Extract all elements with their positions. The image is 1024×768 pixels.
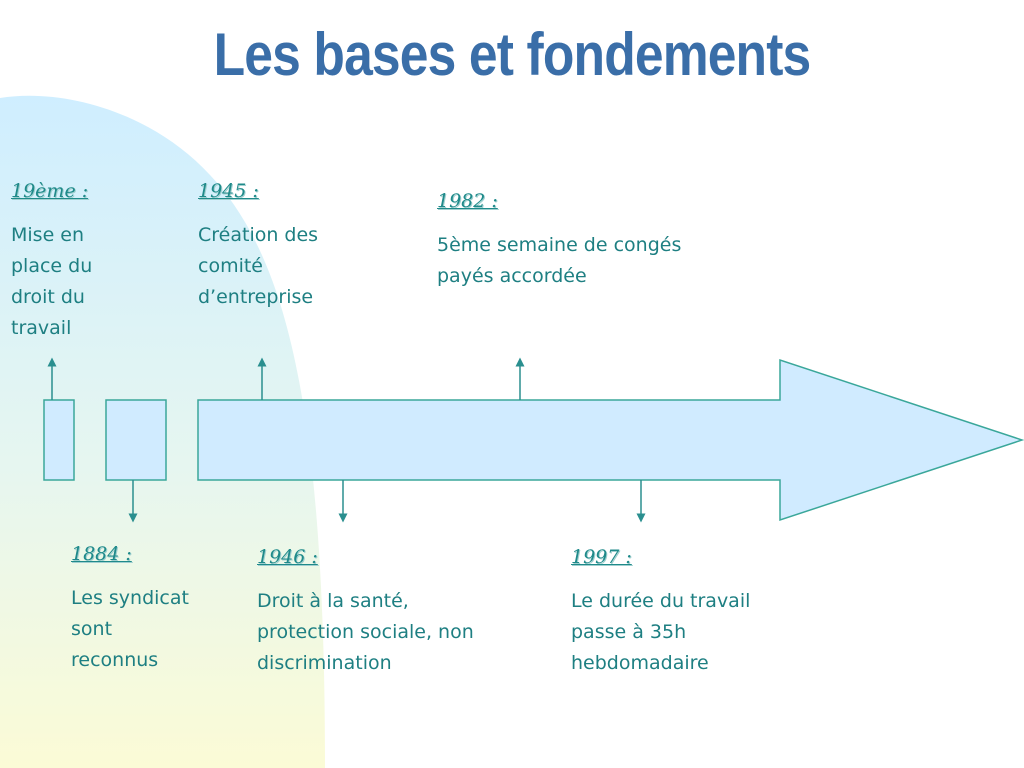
- event-1945: [198, 180, 318, 313]
- event-date: 19ème :: [11, 180, 89, 202]
- event-1982: [437, 190, 681, 292]
- event-1997: [571, 546, 750, 679]
- event-19eme: [11, 180, 92, 344]
- event-description: Mise en place du droit du travail: [11, 224, 93, 339]
- event-date: 1945 :: [198, 180, 259, 202]
- slide-title: Les bases et fondements: [213, 21, 811, 88]
- event-description: Droit à la santé, protection sociale, non discrimination: [257, 590, 474, 674]
- event-1884: [71, 543, 189, 676]
- timeline-box-2: [106, 400, 166, 480]
- event-date: 1997 :: [571, 546, 632, 568]
- event-description: Création des comité d’entreprise: [198, 224, 319, 308]
- event-date: 1884 :: [71, 543, 132, 565]
- event-description: 5ème semaine de congés payés accordée: [437, 234, 682, 287]
- event-date: 1946 :: [257, 546, 318, 568]
- timeline-main-arrow: [198, 360, 1022, 520]
- event-description: Les syndicat sont reconnus: [71, 587, 189, 671]
- event-date: 1982 :: [437, 190, 498, 212]
- event-1946: [257, 546, 474, 679]
- event-description: Le durée du travail passe à 35h hebdomadaire: [571, 590, 751, 674]
- timeline-box-1: [44, 400, 74, 480]
